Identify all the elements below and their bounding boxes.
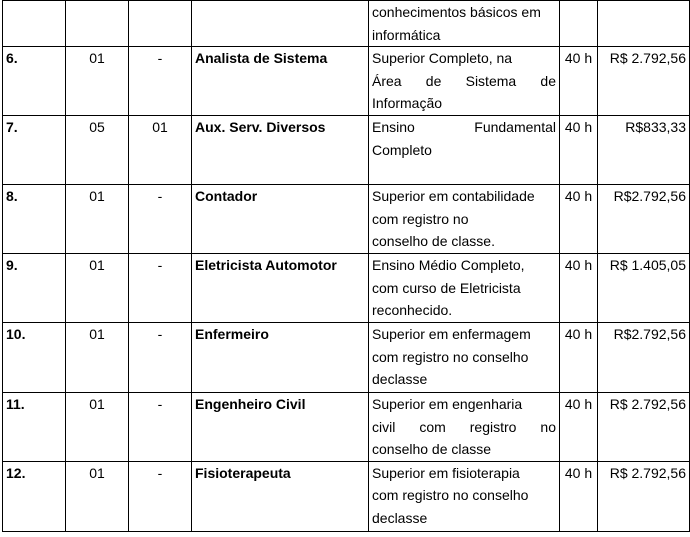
table-row	[3, 116, 690, 185]
reserve-cell: -	[129, 185, 192, 254]
salary-cell: R$833,33	[598, 116, 690, 185]
requirement-line: reconhecido.	[372, 302, 453, 319]
position-number-cell: 10.	[3, 322, 66, 392]
workload-cell: 40 h	[560, 461, 598, 531]
workload-cell: 40 h	[560, 392, 598, 461]
table-row	[3, 1, 690, 47]
table-row	[3, 461, 690, 531]
vacancies-cell: 01	[66, 47, 129, 116]
requirement-line: conselho de classe	[372, 441, 492, 458]
salary-cell: R$2.792,56	[598, 322, 690, 392]
position-number-cell: 12.	[3, 461, 66, 531]
position-number-cell: 7.	[3, 116, 66, 185]
vacancies-cell	[66, 1, 129, 47]
reserve-cell: -	[129, 47, 192, 116]
reserve-cell: -	[129, 254, 192, 323]
salary-cell: R$ 2.792,56	[598, 392, 690, 461]
vacancies-cell: 01	[66, 461, 129, 531]
requirement-line: Informação	[372, 95, 443, 112]
salary-cell	[598, 1, 690, 47]
requirements-cell	[369, 1, 560, 47]
requirement-line: Superior Completo, na	[372, 50, 513, 67]
position-number-cell: 11.	[3, 392, 66, 461]
requirement-line: conhecimentos básicos em	[372, 4, 541, 20]
requirement-line: Superior em fisioterapia	[372, 464, 520, 481]
salary-cell: R$ 2.792,56	[598, 461, 690, 531]
table-row	[3, 254, 690, 323]
job-title-cell: Contador	[192, 185, 369, 254]
vacancies-cell: 01	[66, 254, 129, 323]
workload-cell	[560, 1, 598, 47]
workload-cell: 40 h	[560, 322, 598, 392]
salary-cell: R$ 2.792,56	[598, 47, 690, 116]
position-number-cell: 9.	[3, 254, 66, 323]
requirement-line: Ensino Fundamental	[372, 119, 556, 136]
job-title-cell	[192, 1, 369, 47]
table-body	[3, 1, 690, 532]
requirements-cell	[369, 185, 560, 254]
table-row	[3, 392, 690, 461]
job-title-cell: Analista de Sistema	[192, 47, 369, 116]
requirement-line: Área de Sistema de	[372, 72, 556, 89]
position-number-cell: 8.	[3, 185, 66, 254]
requirements-cell	[369, 392, 560, 461]
workload-cell: 40 h	[560, 47, 598, 116]
job-positions-table	[2, 0, 690, 532]
requirements-cell	[369, 116, 560, 185]
reserve-cell: -	[129, 322, 192, 392]
requirement-line: Completo	[372, 141, 432, 158]
salary-cell: R$2.792,56	[598, 185, 690, 254]
reserve-cell: -	[129, 461, 192, 531]
vacancies-cell: 01	[66, 392, 129, 461]
reserve-cell: 01	[129, 116, 192, 185]
job-title-cell: Fisioterapeuta	[192, 461, 369, 531]
requirements-cell	[369, 254, 560, 323]
requirements-cell	[369, 322, 560, 392]
requirements-cell	[369, 461, 560, 531]
job-title-cell: Engenheiro Civil	[192, 392, 369, 461]
salary-cell: R$ 1.405,05	[598, 254, 690, 323]
position-number-cell	[3, 1, 66, 47]
workload-cell: 40 h	[560, 116, 598, 185]
requirements-cell	[369, 47, 560, 116]
vacancies-cell: 01	[66, 322, 129, 392]
job-title-cell: Aux. Serv. Diversos	[192, 116, 369, 185]
job-title-cell: Eletricista Automotor	[192, 254, 369, 323]
position-number-cell: 6.	[3, 47, 66, 116]
reserve-cell	[129, 1, 192, 47]
requirement-line: com registro no conselho	[372, 348, 529, 365]
requirement-line: Superior em contabilidade	[372, 188, 535, 205]
requirement-line: com curso de Eletricista	[372, 279, 521, 296]
vacancies-cell: 05	[66, 116, 129, 185]
workload-cell: 40 h	[560, 254, 598, 323]
requirement-line: declasse	[372, 509, 428, 526]
requirement-line: com registro no	[372, 210, 469, 227]
job-title-cell: Enfermeiro	[192, 322, 369, 392]
requirement-line: Superior em engenharia	[372, 395, 523, 412]
table-row	[3, 185, 690, 254]
requirement-line: informática	[372, 26, 441, 43]
reserve-cell: -	[129, 392, 192, 461]
table-row	[3, 322, 690, 392]
vacancies-cell: 01	[66, 185, 129, 254]
requirement-line: Ensino Médio Completo,	[372, 257, 525, 274]
requirement-line: conselho de classe.	[372, 233, 495, 250]
requirement-line: civil com registro no	[372, 418, 556, 435]
table-row	[3, 47, 690, 116]
requirement-line: declasse	[372, 371, 428, 388]
workload-cell: 40 h	[560, 185, 598, 254]
requirement-line: com registro no conselho	[372, 487, 529, 504]
requirement-line: Superior em enfermagem	[372, 325, 531, 342]
